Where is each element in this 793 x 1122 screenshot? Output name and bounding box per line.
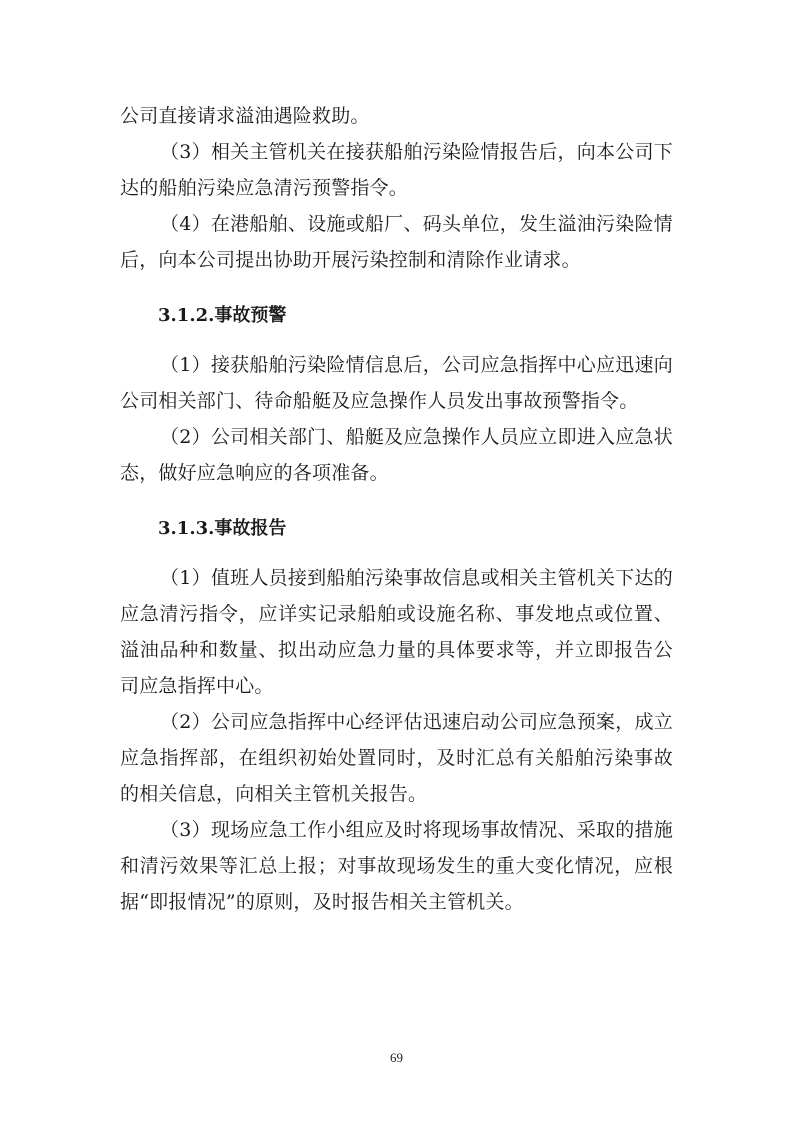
section-heading: 3.1.2.事故预警 — [158, 305, 287, 326]
spacer — [120, 547, 673, 560]
page-number: 69 — [390, 1050, 403, 1065]
section-heading: 3.1.3.事故报告 — [158, 518, 287, 539]
list-item: （2）公司应急指挥中心经评估迅速启动公司应急预案，成立应急指挥部，在组织初始处置同时，及时汇总有关船舶污染事故的相关信息，向相关主管机关报告。 — [120, 711, 673, 805]
spacer — [120, 334, 673, 347]
continued-paragraph: 公司直接请求溢油遇险救助。 — [120, 105, 370, 127]
list-item: （4）在港船舶、设施或船厂、码头单位，发生溢油污染险情后，向本公司提出协助开展污染控制和清除作业请求。 — [120, 213, 673, 271]
list-item: （2）公司相关部门、船艇及应急操作人员应立即进入应急状态，做好应急响应的各项准备。 — [120, 426, 673, 484]
spacer — [120, 278, 673, 298]
spacer — [120, 491, 673, 511]
list-item: （1）接获船舶污染险情信息后，公司应急指挥中心应迅速向公司相关部门、待命船艇及应急操作人员发出事故预警指令。 — [120, 354, 673, 412]
list-item: （3）现场应急工作小组应及时将现场事故情况、采取的措施和清污效果等汇总上报；对事故现场发生的重大变化情况，应根据“即报情况”的原则，及时报告相关主管机关。 — [120, 819, 673, 913]
list-item: （3）相关主管机关在接获船舶污染险情报告后，向本公司下达的船舶污染应急清污预警指令。 — [120, 141, 673, 199]
document-page — [120, 98, 673, 920]
list-item: （1）值班人员接到船舶污染事故信息或相关主管机关下达的应急清污指令，应详实记录船舶或设施名称、事发地点或位置、溢油品种和数量、拟出动应急力量的具体要求等，并立即报告公司应急指挥中心。 — [120, 567, 673, 697]
